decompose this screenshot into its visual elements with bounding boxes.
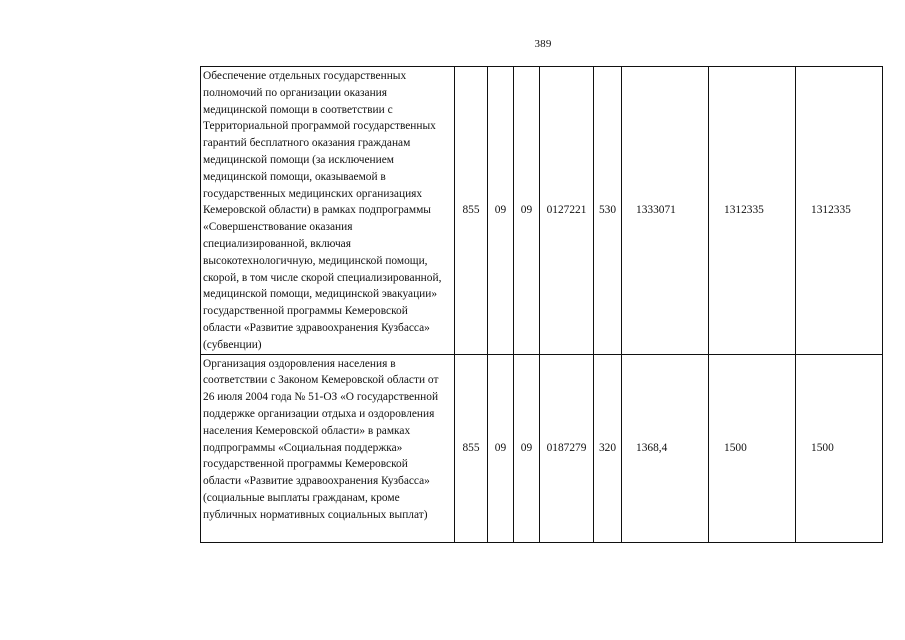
description-line: населения Кемеровской области» в рамках (203, 424, 411, 437)
amount-3: 1500 (796, 354, 883, 542)
table-row (201, 354, 883, 542)
description-line: поддержке организации отдыха и оздоровления (203, 407, 435, 420)
description-line: Кемеровской области) в рамках подпрограммы (203, 204, 431, 217)
section-code: 09 (488, 354, 514, 542)
description-line: области «Развитие здравоохранения Кузбасса» (203, 321, 430, 334)
amount-2: 1500 (709, 354, 796, 542)
description-line: соответствии с Законом Кемеровской области от (203, 374, 439, 387)
description-line: Организация оздоровления населения в (203, 357, 396, 370)
description-line: области «Развитие здравоохранения Кузбасса» (203, 475, 430, 488)
description-line: медицинской помощи, оказываемой в (203, 170, 386, 183)
description-line: государственной программы Кемеровской (203, 458, 408, 471)
description-line: государственной программы Кемеровской (203, 305, 408, 318)
table-row (201, 67, 883, 355)
target-article-code: 0127221 (540, 67, 594, 355)
section-code: 09 (488, 67, 514, 355)
description-line: скорой, в том числе скорой специализированной, (203, 271, 442, 284)
expense-type-code: 530 (594, 67, 622, 355)
subsection-code: 09 (514, 354, 540, 542)
description-line: медицинской помощи в соответствии с (203, 103, 393, 116)
description-line: медицинской помощи (за исключением (203, 153, 395, 166)
row-description (201, 67, 455, 355)
description-line: государственных медицинских организациях (203, 187, 423, 200)
amount-2: 1312335 (709, 67, 796, 355)
description-line: 26 июля 2004 года № 51-ОЗ «О государственной (203, 391, 439, 404)
description-line: медицинской помощи, медицинской эвакуации» (203, 288, 438, 301)
subsection-code: 09 (514, 67, 540, 355)
description-line: гарантий бесплатного оказания гражданам (203, 137, 411, 150)
amount-1: 1368,4 (622, 354, 709, 542)
description-line: публичных нормативных социальных выплат) (203, 508, 428, 521)
budget-table (200, 66, 883, 543)
amount-3: 1312335 (796, 67, 883, 355)
expense-type-code: 320 (594, 354, 622, 542)
row-description (201, 354, 455, 542)
amount-1: 1333071 (622, 67, 709, 355)
description-line: (социальные выплаты гражданам, кроме (203, 491, 400, 504)
ministry-code: 855 (455, 67, 488, 355)
description-line: «Совершенствование оказания (203, 221, 353, 234)
description-line: специализированной, включая (203, 237, 351, 250)
description-line: полномочий по организации оказания (203, 86, 388, 99)
description-line: подпрограммы «Социальная поддержка» (203, 441, 403, 454)
description-line: Обеспечение отдельных государственных (203, 70, 407, 82)
target-article-code: 0187279 (540, 354, 594, 542)
description-line: (субвенции) (203, 338, 262, 351)
ministry-code: 855 (455, 354, 488, 542)
description-line: Территориальной программой государственных (203, 120, 436, 133)
page-number: 389 (534, 38, 552, 50)
description-line: высокотехнологичную, медицинской помощи, (203, 254, 428, 267)
